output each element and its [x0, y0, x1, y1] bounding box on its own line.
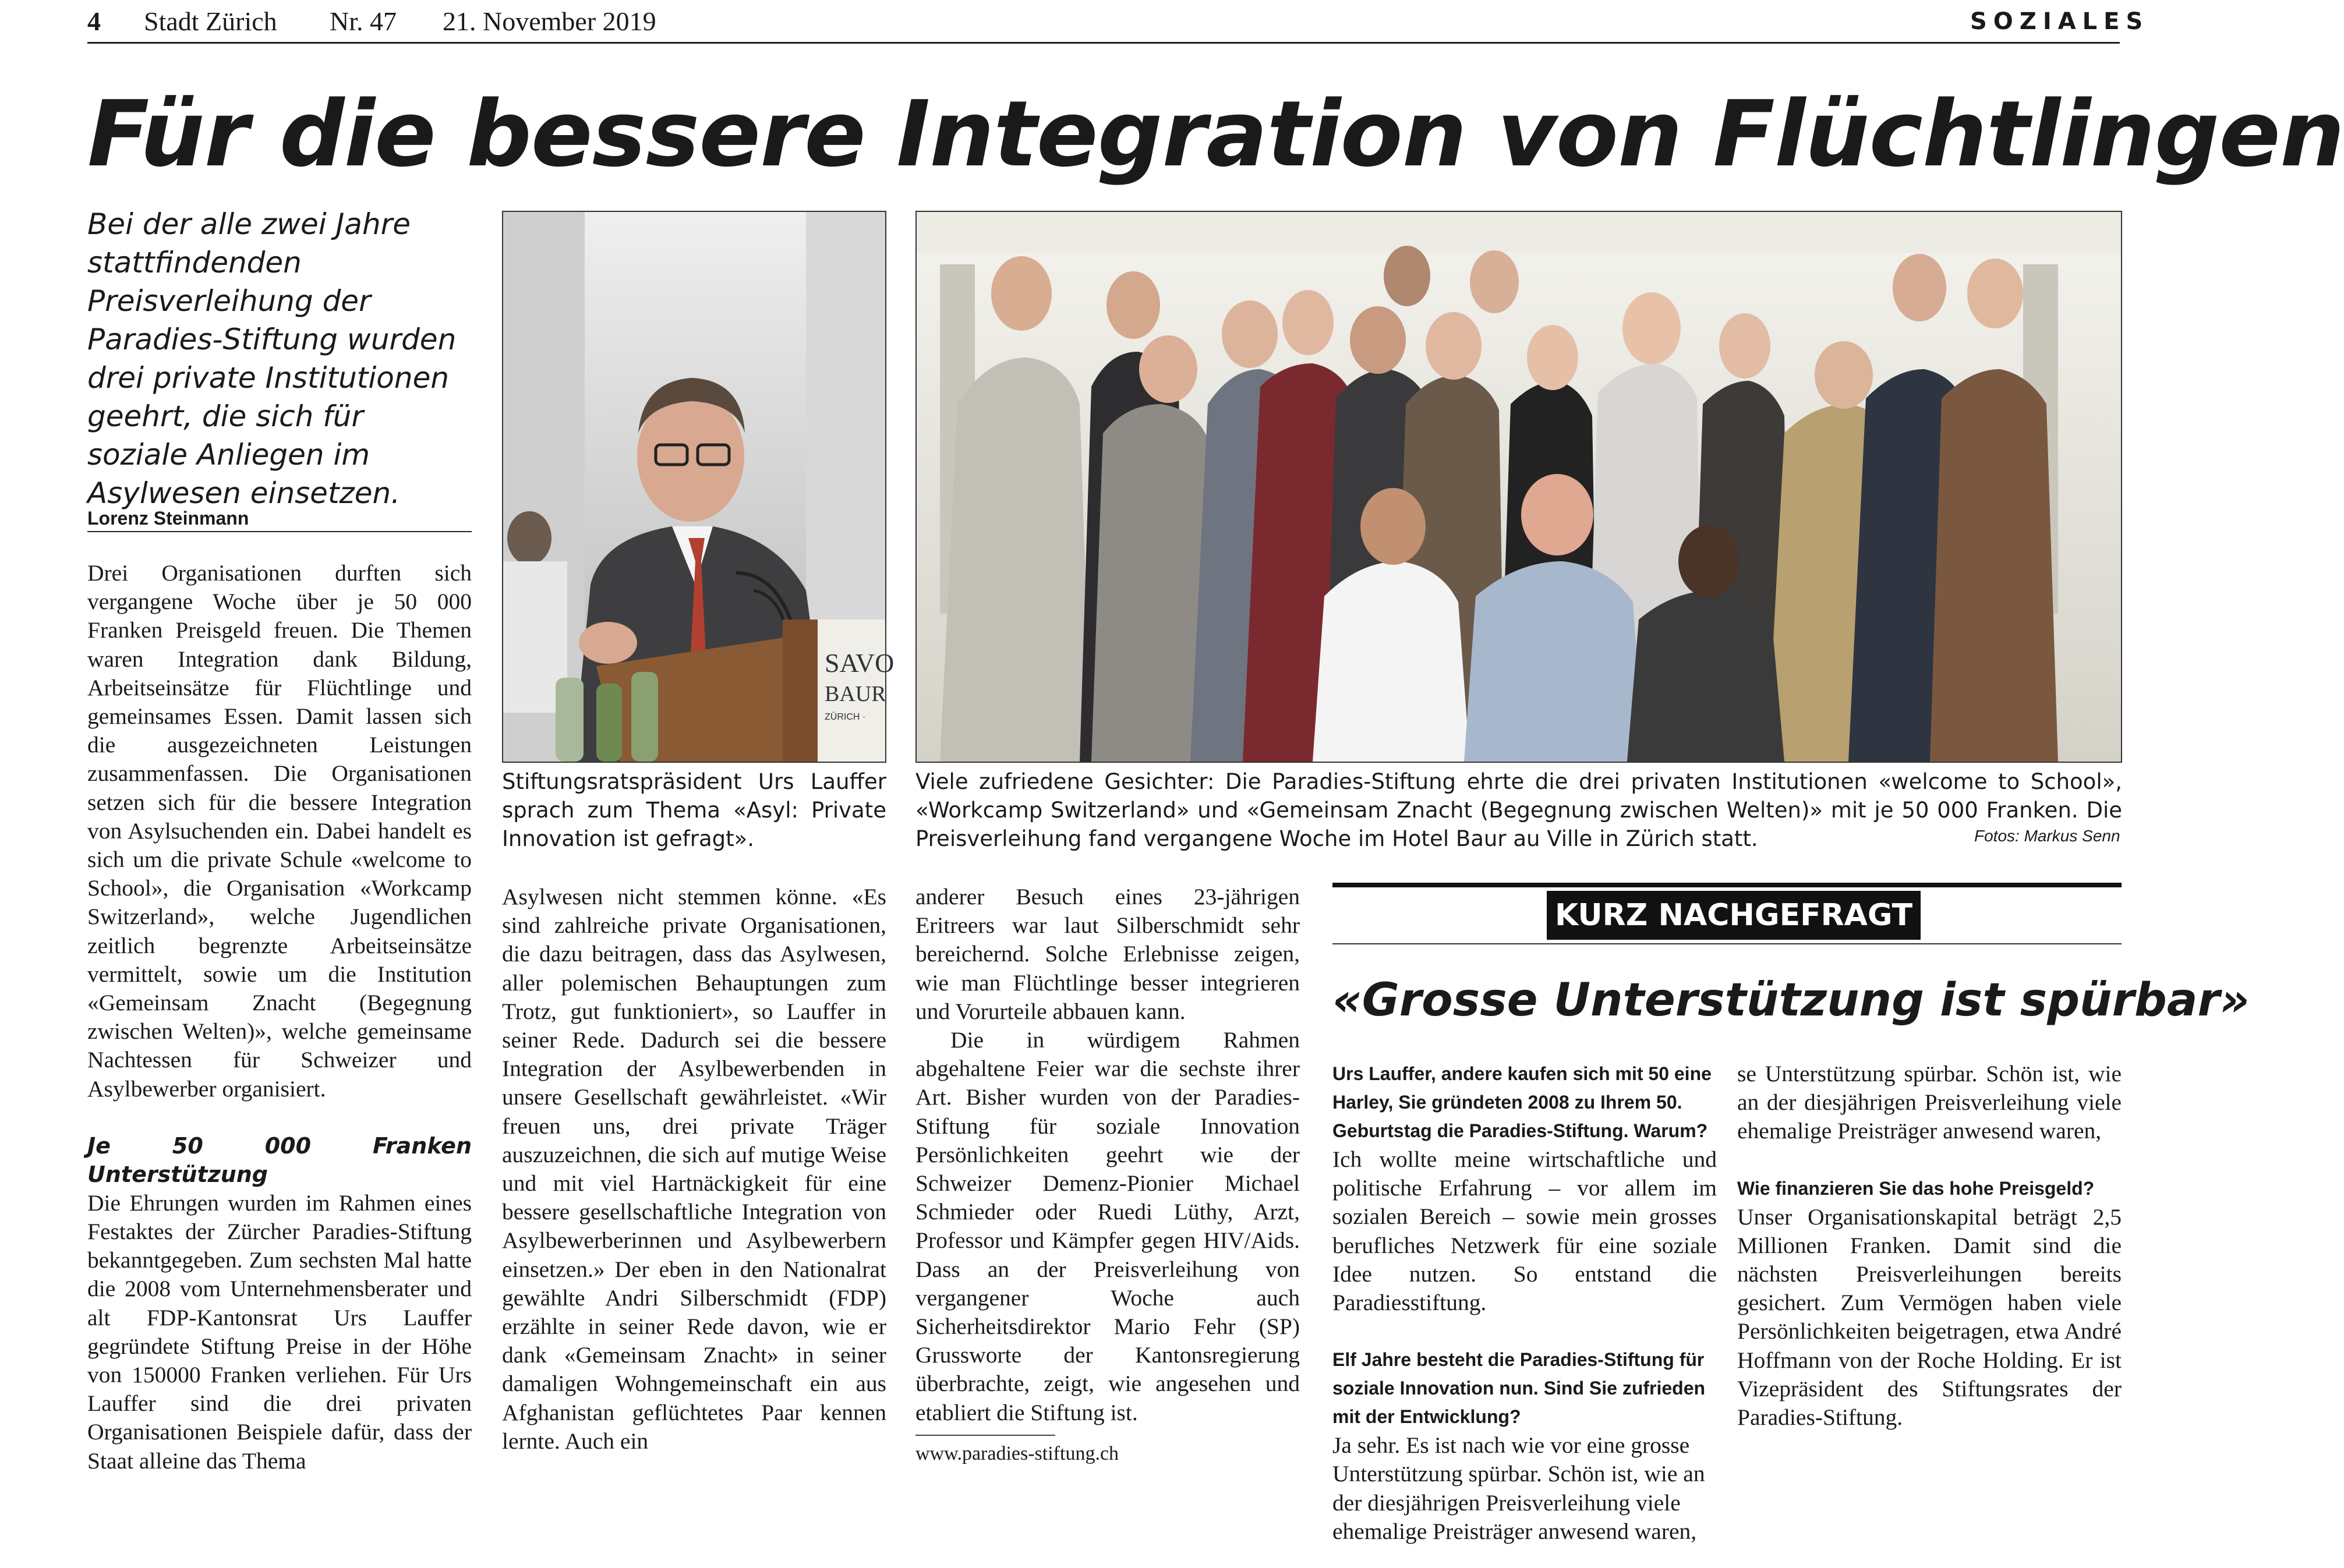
group-photo-caption: Viele zufriedene Gesichter: Die Paradies-Stiftung ehrte die drei privaten Institutionen «welcome to School», «Workcamp Switzerland» und «Gemeinsam Znacht (Begegnung zwischen Welten)» mit je 50 000 Franken. Die Preisverleihung fand vergangene Woche im Hotel Baur au Ville in Zürich statt. [915, 769, 2122, 851]
speaker-photo [502, 211, 895, 763]
interview-title: «Grosse Unterstützung ist spürbar» [1332, 974, 2250, 1027]
article-paragraph: Drei Organisationen durften sich vergangene Woche über je 50 000 Franken Preisgeld freuen. Die Themen waren Integration dank Bildung, Arbeitseinsätze für Flüchtlinge und gemeinsames Essen. Damit lassen sich die ausgezeichneten Leistungen zusammenfassen. Die Organisationen setzen sich für die bessere Integration von Asylsuchenden ein. Dabei handelt es sich um die private Schule «welcome to School», die Organisation «Workcamp Switzerland», welche Jugendlichen zeitlich begrenzte Arbeitseinsätze vermittelt, sowie um die Institution «Gemeinsam Znacht (Begegnung zwischen Welten)», welche gemeinsame Nachtessen für Schweizer und Asylbewerber organisiert. [87, 560, 472, 1102]
podium-logo-text: ZÜRICH · [825, 712, 866, 722]
issue-number: Nr. 47 [330, 6, 397, 36]
interview-column-1 [1332, 1060, 1717, 1544]
podium-logo-text: BAUR [825, 682, 886, 706]
interview-column-2 [1737, 1060, 2122, 1432]
interview-question: Wie finanzieren Sie das hohe Preisgeld? [1737, 1177, 2095, 1199]
article-column-1 [87, 559, 472, 1475]
interview-answer-continued: se Unterstützung spürbar. Schön ist, wie an der diesjährigen Preisverleihung viele ehemalige Preisträger anwesend waren, [1737, 1061, 2122, 1144]
headline: Für die bessere Integration von Flüchtlingen [87, 81, 2344, 187]
article-paragraph: Die Ehrungen wurden im Rahmen eines Festaktes der Zürcher Paradies-Stiftung bekanntgegeben. Zum sechsten Mal hatte die 2008 vom Unternehmensberater und alt FDP-Kantonsrat Urs Lauffer gegründete Stiftung Preise in der Höhe von 150000 Franken verliehen. Für Urs Lauffer sind die drei privaten Organisationen Beispiele dafür, dass der Staat alleine das Thema [87, 1190, 472, 1474]
article-column-3 [915, 883, 1300, 1427]
newspaper-name: Stadt Zürich [144, 6, 277, 36]
website-link[interactable]: www.paradies-stiftung.ch [915, 1443, 1119, 1464]
interview-question: Urs Lauffer, andere kaufen sich mit 50 eine Harley, Sie gründeten 2008 zu Ihrem 50. Geburtstag die Paradies-Stiftung. Warum? [1332, 1063, 1712, 1141]
interview-label-rule [1332, 943, 2122, 944]
link-rule [915, 1435, 1055, 1436]
article-subhead: Je 50 000 Franken Unterstützung [87, 1132, 472, 1187]
article-column-2 [502, 883, 886, 1456]
issue-date: 21. November 2019 [443, 6, 656, 36]
interview-label: KURZ NACHGEFRAGT [1547, 891, 1921, 940]
article-paragraph: Die in würdigem Rahmen abgehaltene Feier war die sechste ihrer Art. Bisher wurden von der Paradies-Stiftung für soziale Innovation Persönlichkeiten geehrt wie der Schweizer Demenz-Pionier Michael Schmieder oder Ruedi Lüthy, Arzt, Professor und Kämpfer gegen HIV/Aids. Dass an der Preisverleihung von vergangener Woche auch Sicherheitsdirektor Mario Fehr (SP) Grussworte der Kantonsregierung überbrachte, zeigt, wie angesehen und etabliert die Stiftung ist. [915, 1027, 1300, 1425]
interview-question: Elf Jahre besteht die Paradies-Stiftung für soziale Innovation nun. Sind Sie zufrieden mit der Entwicklung? [1332, 1349, 1706, 1428]
group-photo-graphic [917, 212, 2121, 762]
podium-logo-text: SAVO [825, 648, 895, 678]
lead-text: Bei der alle zwei Jahre stattfindenden Preisverleihung der Paradies-Stiftung wurden drei private Institutionen geehrt, die sich für soziale Anliegen im Asylwesen einsetzen. [87, 207, 457, 510]
article-paragraph: Asylwesen nicht stemmen könne. «Es sind zahlreiche private Organisationen, die dazu beitragen, dass das Asylwesen, aller polemischen Behauptungen zum Trotz, gut funktioniert», so Lauffer in seiner Rede. Dadurch sei die bessere Integration der Asylbewerbenden in unsere Gesellschaft gewährleistet. «Wir freuen uns, drei private Träger auszuzeichnen, die sich auf mutige Weise und mit viel Hartnäckigkeit für eine bessere gesellschaftliche Integration von Asylbewerberinnen und Asylbewerbern einsetzen.» Der eben in den Nationalrat gewählte Andri Silberschmidt (FDP) erzählte in seiner Rede davon, wie er dank «Gemeinsam Znacht» in seiner damaligen Wohngemeinschaft ein aus Afghanistan geflüchtetes Paar kennen lernte. Auch ein [502, 884, 886, 1454]
section-title: SOZIALES [1970, 8, 2149, 35]
page-number: 4 [87, 6, 101, 36]
header-rule [87, 42, 2120, 44]
byline-rule [87, 531, 472, 532]
interview-answer: Ja sehr. Es ist nach wie vor eine grosse Unterstützung spürbar. Schön ist, wie an der diesjährigen Preisverleihung viele ehemalige Preisträger anwesend waren, [1332, 1432, 1705, 1544]
interview-answer: Ich wollte meine wirtschaftliche und politische Erfahrung – vor allem im sozialen Bereich – sowie mein grosses berufliches Netzwerk für eine soziale Idee nutzen. So entstand die Paradiesstiftung. [1332, 1146, 1717, 1316]
interview-top-rule [1332, 883, 2122, 887]
group-photo [915, 211, 2122, 763]
article-paragraph: anderer Besuch eines 23-jährigen Eritreers war laut Silberschmidt sehr bereichernd. Solche Erlebnisse zeigen, wie man Flüchtlinge besser integrieren und Vorurteile abbauen kann. [915, 884, 1300, 1024]
speaker-photo-graphic [503, 212, 895, 762]
photo-credit: Fotos: Markus Senn [1974, 827, 2120, 845]
interview-answer: Unser Organisationskapital beträgt 2,5 Millionen Franken. Damit sind die nächsten Preisverleihungen bereits gesichert. Zum Vermögen haben viele Persönlichkeiten beigetragen, etwa André Hoffmann von der Roche Holding. Er ist Vizepräsident des Stiftungsrates der Paradies-Stiftung. [1737, 1204, 2122, 1431]
author-byline: Lorenz Steinmann [87, 508, 249, 529]
speaker-photo-caption: Stiftungsratspräsident Urs Lauffer sprach zum Thema «Asyl: Private Innovation ist gefragt». [502, 769, 886, 851]
